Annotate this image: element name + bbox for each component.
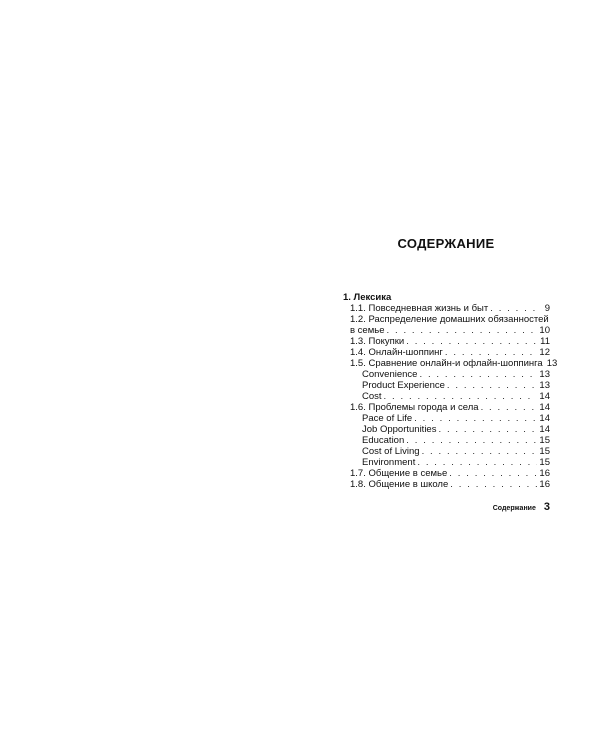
- toc-entry-page: 15: [539, 435, 550, 446]
- toc-entry-text: Convenience: [362, 369, 418, 380]
- toc-entry-text: 1.6. Проблемы города и села: [350, 402, 479, 413]
- leader-dots: [384, 391, 538, 402]
- toc-entry-page: 10: [539, 325, 550, 336]
- leader-dots: [386, 325, 537, 336]
- toc-entry-page: 16: [539, 468, 550, 479]
- toc-subentry: [343, 413, 550, 424]
- toc-subentry: [343, 435, 550, 446]
- toc-entry-text-line1: 1.2. Распределение домашних обязанностей: [350, 314, 549, 325]
- leader-dots: [414, 413, 537, 424]
- toc-entry-text: 1.8. Общение в школе: [350, 479, 449, 490]
- toc-entry-text: в семье: [350, 325, 385, 336]
- toc-entry-page: 13: [539, 380, 550, 391]
- toc-subentry: [343, 424, 550, 435]
- page-title: СОДЕРЖАНИЕ: [397, 236, 495, 251]
- page-number: 3: [543, 501, 550, 513]
- running-footer-label: Содержание: [492, 505, 536, 512]
- toc-subentry: [343, 446, 550, 457]
- section-heading: 1. Лексика: [343, 292, 392, 303]
- toc-entry: [343, 358, 558, 369]
- toc-entry: [343, 336, 550, 347]
- toc-entry-page: 9: [544, 303, 550, 314]
- toc-entry: [343, 468, 550, 479]
- table-of-contents: [343, 292, 558, 490]
- toc-entry-page: 14: [539, 413, 550, 424]
- toc-entry-text: 1.1. Повседневная жизнь и быт: [350, 303, 489, 314]
- toc-entry-page: 16: [539, 479, 550, 490]
- toc-entry-page: 13: [546, 358, 558, 369]
- toc-entry: [343, 479, 550, 490]
- leader-dots: [445, 347, 538, 358]
- toc-entry-page: 11: [540, 336, 550, 347]
- toc-entry-text: Education: [362, 435, 405, 446]
- toc-entry-text: Cost of Living: [362, 446, 420, 457]
- leader-dots: [481, 402, 538, 413]
- toc-entry: [343, 303, 550, 314]
- toc-entry-page: 12: [539, 347, 550, 358]
- toc-entry-text: Pace of Life: [362, 413, 413, 424]
- leader-dots: [406, 336, 538, 347]
- toc-entry-text: Environment: [362, 457, 416, 468]
- toc-subentry: [343, 457, 550, 468]
- leader-dots: [406, 435, 537, 446]
- toc-entry-text: 1.4. Онлайн-шоппинг: [350, 347, 443, 358]
- leader-dots: [447, 380, 538, 391]
- leader-dots: [450, 479, 537, 490]
- toc-entry-text: Product Experience: [362, 380, 445, 391]
- leader-dots: [438, 424, 537, 435]
- toc-entry-text: 1.3. Покупки: [350, 336, 405, 347]
- leader-dots: [417, 457, 537, 468]
- toc-subentry: [343, 391, 550, 402]
- toc-entry-page: 15: [539, 446, 550, 457]
- toc-entry-page: 14: [539, 391, 550, 402]
- toc-subentry: [343, 369, 550, 380]
- toc-entry-page: 14: [539, 424, 550, 435]
- toc-entry: [343, 325, 550, 336]
- toc-entry-text: 1.7. Общение в семье: [350, 468, 448, 479]
- toc-entry-text: 1.5. Сравнение онлайн-и офлайн-шоппинга: [350, 358, 543, 369]
- toc-entry-page: 15: [539, 457, 550, 468]
- toc-entry-text: Job Opportunities: [362, 424, 437, 435]
- toc-entry-text: Cost: [362, 391, 382, 402]
- page-footer: [470, 501, 550, 513]
- leader-dots: [449, 468, 537, 479]
- toc-entry: [343, 402, 550, 413]
- leader-dots: [490, 303, 538, 314]
- toc-entry-page: 14: [539, 402, 550, 413]
- toc-subentry: [343, 380, 550, 391]
- leader-dots: [422, 446, 538, 457]
- toc-entry-page: 13: [539, 369, 550, 380]
- toc-entry: [343, 347, 550, 358]
- leader-dots: [419, 369, 537, 380]
